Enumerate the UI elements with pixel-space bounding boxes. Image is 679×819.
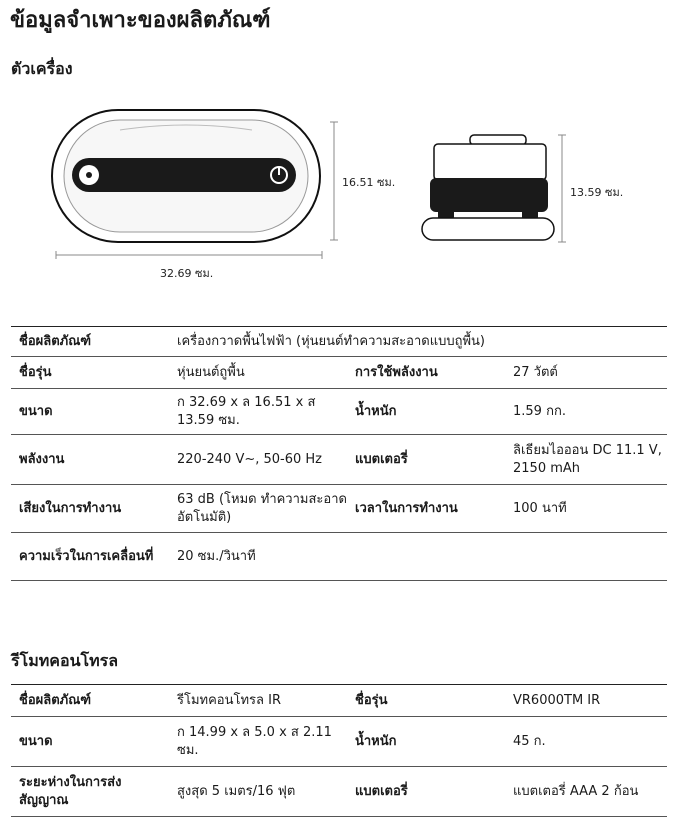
spec-value: เครื่องกวาดพื้นไฟฟ้า (หุ่นยนต์ทำความสะอาดแบบถูพื้น) <box>169 327 667 357</box>
spec-value: 100 นาที <box>505 485 667 533</box>
remote-spec-table <box>11 684 667 817</box>
spec-label: ชื่อผลิตภัณฑ์ <box>11 685 169 717</box>
main-unit-heading: ตัวเครื่อง <box>11 59 73 78</box>
spec-value: ก 32.69 x ล 16.51 x ส 13.59 ซม. <box>169 389 347 435</box>
spec-label: แบตเตอรี่ <box>347 435 505 485</box>
spec-label: ชื่อรุ่น <box>347 685 505 717</box>
spec-label: พลังงาน <box>11 435 169 485</box>
product-diagram <box>0 90 679 290</box>
spec-value <box>505 533 667 581</box>
spec-label: ชื่อรุ่น <box>11 357 169 389</box>
spec-label: ขนาด <box>11 717 169 767</box>
table-row <box>11 357 667 389</box>
spec-label: การใช้พลังงาน <box>347 357 505 389</box>
height-label: 13.59 ซม. <box>570 186 624 199</box>
table-row <box>11 327 667 357</box>
robot-side-view <box>422 135 554 240</box>
table-row <box>11 717 667 767</box>
robot-top-view <box>52 110 320 242</box>
table-row <box>11 485 667 533</box>
table-row <box>11 533 667 581</box>
spec-label <box>347 533 505 581</box>
spec-label: น้ำหนัก <box>347 389 505 435</box>
spec-value: รีโมทคอนโทรล IR <box>169 685 347 717</box>
spec-value: 220-240 V~, 50-60 Hz <box>169 435 347 485</box>
spec-value: ลิเธียมไอออน DC 11.1 V, 2150 mAh <box>505 435 667 485</box>
spec-label: เสียงในการทำงาน <box>11 485 169 533</box>
spec-value: VR6000TM IR <box>505 685 667 717</box>
spec-label: ระยะห่างในการส่งสัญญาณ <box>11 767 169 817</box>
spec-value: 20 ซม./วินาที <box>169 533 347 581</box>
spec-label: ชื่อผลิตภัณฑ์ <box>11 327 169 357</box>
table-row <box>11 389 667 435</box>
spec-label: เวลาในการทำงาน <box>347 485 505 533</box>
spec-label: น้ำหนัก <box>347 717 505 767</box>
spec-label: แบตเตอรี่ <box>347 767 505 817</box>
width-label: 32.69 ซม. <box>160 267 214 280</box>
spec-value: 45 ก. <box>505 717 667 767</box>
spec-value: 1.59 กก. <box>505 389 667 435</box>
spec-value: แบตเตอรี่ AAA 2 ก้อน <box>505 767 667 817</box>
spec-value: 63 dB (โหมด ทำความสะอาดอัตโนมัติ) <box>169 485 347 533</box>
spec-value: หุ่นยนต์ถูพื้น <box>169 357 347 389</box>
main-unit-spec-table <box>11 326 667 581</box>
table-row <box>11 685 667 717</box>
page-title: ข้อมูลจำเพาะของผลิตภัณฑ์ <box>10 8 271 33</box>
spec-value: สูงสุด 5 เมตร/16 ฟุต <box>169 767 347 817</box>
spec-label: ความเร็วในการเคลื่อนที่ <box>11 533 169 581</box>
spec-label: ขนาด <box>11 389 169 435</box>
spec-value: ก 14.99 x ล 5.0 x ส 2.11 ซม. <box>169 717 347 767</box>
depth-label: 16.51 ซม. <box>342 176 396 189</box>
table-row <box>11 435 667 485</box>
spec-value: 27 วัตต์ <box>505 357 667 389</box>
table-row <box>11 767 667 817</box>
remote-heading: รีโมทคอนโทรล <box>11 651 119 670</box>
